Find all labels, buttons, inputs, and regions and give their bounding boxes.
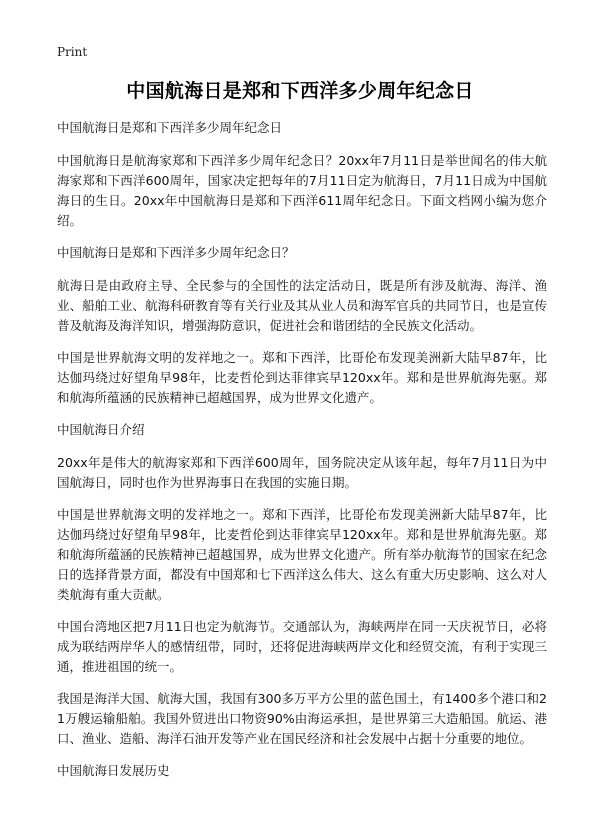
body-paragraph: 航海日是由政府主导、全民参与的全国性的法定活动日，既是所有涉及航海、海洋、渔业、船舶工业、航海科研教育等有关行业及其从业人员和海军官兵的共同节日，也是宣传普及航海及海洋知识，增强海防意识，促进社会和谐团结的全民族文化活动。 — [57, 278, 547, 333]
document-body — [57, 118, 547, 794]
body-paragraph: 我国是海洋大国、航海大国，我国有300多万平方公里的蓝色国土，有1400多个港口和21万艘运输船舶。我国外贸进出口物资90%由海运承担，是世界第三大造船国。航运、港口、渔业、造船、海洋石油开发等产业在国民经济和社会发展中占据十分重要的地位。 — [57, 691, 547, 746]
section-history-heading: 中国航海日发展历史 — [57, 763, 170, 778]
body-paragraph: 中国是世界航海文明的发祥地之一。郑和下西洋，比哥伦布发现美洲新大陆早87年，比达伽玛绕过好望角早98年，比麦哲伦到达菲律宾早120xx年。郑和是世界航海先驱。郑和航海所蕴涵的民族精神已超越国界，成为世界文化遗产。 — [57, 350, 547, 405]
body-paragraph: 20xx年是伟大的航海家郑和下西洋600周年，国务院决定从该年起，每年7月11日为中国航海日，同时也作为世界海事日在我国的实施日期。 — [57, 455, 547, 490]
body-paragraph: 中国台湾地区把7月11日也定为航海节。交通部认为，海峡两岸在同一天庆祝节日，必将成为联结两岸华人的感情纽带，同时，还将促进海峡两岸文化和经贸交流，有利于实现三通，推进祖国的统一。 — [57, 619, 547, 674]
section-question-heading: 中国航海日是郑和下西洋多少周年纪念日？ — [57, 245, 295, 260]
intro-paragraph: 中国航海日是航海家郑和下西洋多少周年纪念日？20xx年7月11日是举世闻名的伟大航海家郑和下西洋600周年，国家决定把每年的7月11日定为航海日，7月11日成为中国航海日的生日。20xx年中国航海日是郑和下西洋611周年纪念日。下面文档网小编为您介绍。 — [57, 153, 547, 228]
body-paragraph: 中国是世界航海文明的发祥地之一。郑和下西洋，比哥伦布发现美洲新大陆早87年，比达伽玛绕过好望角早98年，比麦哲伦到达菲律宾早120xx年。郑和是世界航海先驱。郑和航海所蕴涵的民族精神已超越国界，成为世界文化遗产。所有举办航海节的国家在纪念日的选择背景方面，都没有中国郑和七下西洋这么伟大、这么有重大历史影响、这么对人类航海有重大贡献。 — [57, 507, 547, 602]
subtitle-heading: 中国航海日是郑和下西洋多少周年纪念日 — [57, 120, 283, 135]
print-link[interactable]: Print — [57, 45, 88, 59]
section-introduction-heading: 中国航海日介绍 — [57, 422, 145, 437]
page-title: 中国航海日是郑和下西洋多少周年纪念日 — [126, 80, 474, 102]
